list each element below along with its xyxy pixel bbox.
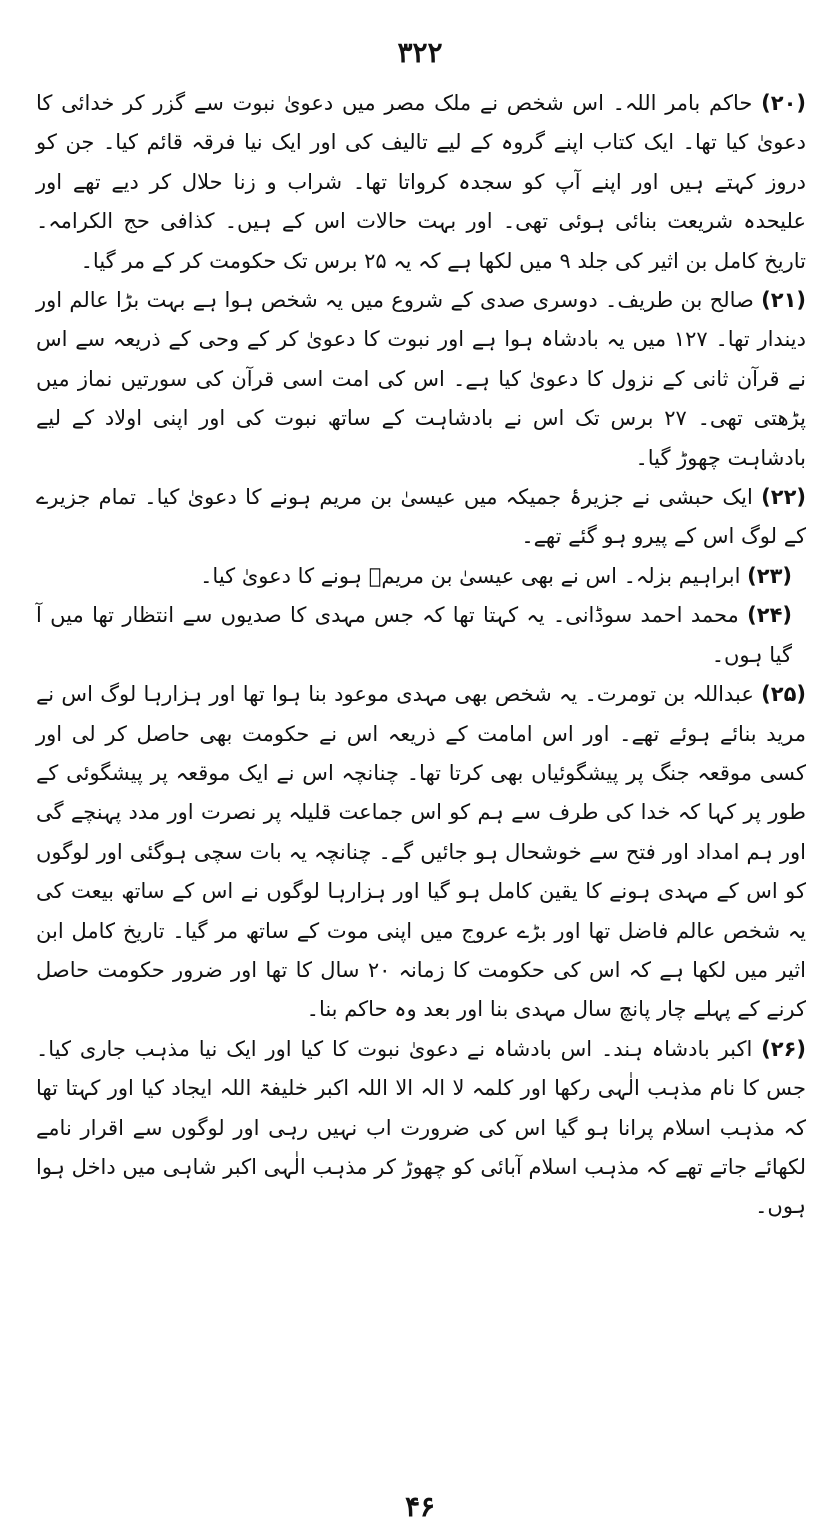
paragraph-number: (۲۶) (761, 1036, 806, 1061)
body-text (36, 84, 806, 1227)
paragraph-22 (36, 478, 806, 557)
paragraph-number: (۲۱) (761, 288, 806, 313)
paragraph-number: (۲۰) (761, 91, 806, 115)
paragraph-25 (36, 675, 806, 1030)
paragraph-23 (36, 557, 806, 596)
page-number-top: ۳۲۲ (397, 36, 443, 69)
paragraph-number: (۲۴) (747, 603, 792, 628)
paragraph-number: (۲۲) (761, 485, 806, 510)
paragraph-21 (36, 281, 806, 478)
page-number-bottom: ۴۶ (404, 1490, 436, 1523)
paragraph-text: اکبر بادشاہ ہند۔ اس بادشاہ نے دعویٰ نبوت کا کیا اور ایک نیا مذہب جاری کیا۔ جس کا نام مذہب الٰہی رکھا اور کلمہ لا الہ الا اللہ اکبر خلیفۃ اللہ ایجاد کیا اور کہتا تھا کہ مذہب اسلام پرانا ہو گیا اس کی ضرورت اب نہیں رہی اور لوگوں سے اقرار نامے لکھائے جاتے تھے کہ مذہب اسلام آبائی کو چھوڑ کر مذہب الٰہی اکبر شاہی میں داخل ہوا ہوں۔ (36, 1036, 806, 1219)
paragraph-text: حاکم بامر اللہ۔ اس شخص نے ملک مصر میں دعویٰ نبوت سے گزر کر خدائی کا دعویٰ کیا تھا۔ ایک کتاب اپنے گروہ کے لیے تالیف کی اور ایک نیا فرقہ قائم کیا۔ جن کو دروز کہتے ہیں اور اپنے آپ کو سجدہ کرواتا تھا۔ شراب و زنا حلال کر دیے تھے اور علیحدہ شریعت بنائی ہوئی تھی۔ اور بہت حالات اس کے ہیں۔ کذافی حج الکرامہ۔ تاریخ کامل بن اثیر کی جلد ۹ میں لکھا ہے کہ یہ ۲۵ برس تک حکومت کر کے مر گیا۔ (36, 91, 806, 273)
paragraph-20 (36, 84, 806, 281)
paragraph-24 (36, 596, 806, 675)
paragraph-number: (۲۵) (761, 682, 806, 707)
paragraph-text: عبداللہ بن تومرت۔ یہ شخص بھی مہدی موعود بنا ہوا تھا اور ہزارہا لوگ اس نے مرید بنائے ہوئے تھے۔ اور اس امامت کے ذریعہ اس نے حکومت بھی حاصل کر لی اور کسی موقعہ جنگ پر پیشگوئیاں بھی کرتا تھا۔ چنانچہ اس نے ایک موقعہ پر پیشگوئی کے طور پر کہا کہ خدا کی طرف سے ہم کو اس جماعت قلیلہ پر نصرت اور مدد پہنچے گی اور ہم امداد اور فتح سے خوشحال ہو جائیں گے۔ چنانچہ یہ بات سچی ہوگئی اور لوگوں کو اس کے مہدی ہونے کا یقین کامل ہو گیا اور ہزارہا لوگوں نے اس کے ساتھ بیعت کی یہ شخص عالم فاضل تھا اور بڑے عروج میں اپنی موت کے ساتھ مر گیا۔ تاریخ کامل ابن اثیر میں لکھا ہے کہ اس کی حکومت کا زمانہ ۲۰ سال کا تھا اور ضرور حکومت حاصل کرنے کے پہلے چار پانچ سال مہدی بنا اور بعد وہ حاکم بنا۔ (36, 682, 806, 1022)
paragraph-26 (36, 1030, 806, 1227)
paragraph-text: ابراہیم بزلہ۔ اس نے بھی عیسیٰ بن مریمؑ ہونے کا دعویٰ کیا۔ (200, 563, 748, 588)
paragraph-text: صالح بن طریف۔ دوسری صدی کے شروع میں یہ شخص ہوا ہے بہت بڑا عالم اور دیندار تھا۔ ۱۲۷ میں یہ بادشاہ ہوا ہے اور نبوت کا دعویٰ کر کے وحی کے ذریعہ سے اس نے قرآن ثانی کے نزول کا دعویٰ کیا ہے۔ اس کی امت اسی قرآن کی سورتیں نماز میں پڑھتی تھی۔ ۲۷ برس تک اس نے بادشاہت کے ساتھ نبوت کی اور اپنی اولاد کے لیے بادشاہت چھوڑ گیا۔ (36, 288, 806, 470)
paragraph-text: محمد احمد سوڈانی۔ یہ کہتا تھا کہ جس مہدی کا صدیوں سے انتظار تھا میں آ گیا ہوں۔ (36, 603, 792, 667)
paragraph-number: (۲۳) (747, 563, 792, 588)
paragraph-text: ایک حبشی نے جزیرۂ جمیکہ میں عیسیٰ بن مریم ہونے کا دعویٰ کیا۔ تمام جزیرے کے لوگ اس کے پیرو ہو گئے تھے۔ (36, 485, 806, 549)
